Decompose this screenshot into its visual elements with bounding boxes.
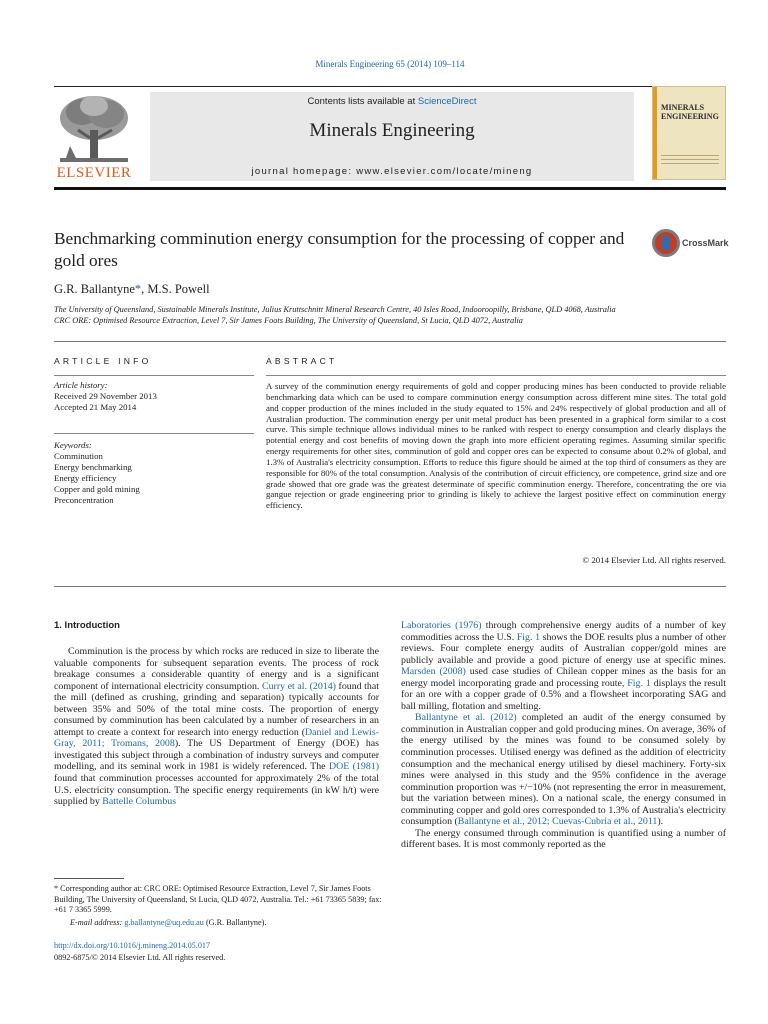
elsevier-wordmark: ELSEVIER bbox=[56, 165, 132, 181]
journal-citation[interactable]: Minerals Engineering 65 (2014) 109–114 bbox=[315, 59, 465, 69]
keywords bbox=[54, 440, 140, 506]
paragraph: Laboratories (1976) through comprehensive energy audits of a number of key commodities across the U.S. Fig. 1 shows the DOE results plus a number of other reviews. Four complete energy audits of Australian copper/gold mines are publicly available and provide a good picture of energy use at specific mines. Marsden (2008) used case studies of Chilean copper mines as the basis for an energy model incorporating grade and processing route, Fig. 1 displays the result for an ore with a copper grade of 0.5% and a flowsheet incorporating SAG and ball milling, flotation and smelting. bbox=[401, 620, 727, 712]
doi-link[interactable]: http://dx.doi.org/10.1016/j.mineng.2014.05.017 bbox=[54, 941, 211, 950]
author-separator: , bbox=[141, 282, 148, 296]
abstract-heading: ABSTRACT bbox=[266, 356, 338, 366]
paragraph: The energy consumed through comminution is quantified using a number of different bases. It is most commonly reported as the bbox=[401, 827, 726, 851]
author-name: G.R. Ballantyne bbox=[54, 282, 135, 296]
contents-prefix: Contents lists available at bbox=[307, 96, 418, 107]
journal-banner bbox=[150, 92, 634, 181]
citation-link[interactable]: Curry et al. (2014) bbox=[262, 680, 336, 692]
abstract-rule bbox=[266, 375, 726, 376]
cover-strip bbox=[653, 87, 657, 179]
email-line bbox=[70, 918, 266, 927]
cover-title-line-2: ENGINEERING bbox=[661, 112, 719, 121]
section-heading: 1. Introduction bbox=[54, 620, 120, 631]
figure-link[interactable]: Fig. 1 bbox=[516, 631, 541, 643]
journal-name: Minerals Engineering bbox=[309, 120, 475, 141]
received-date: Received 29 November 2013 bbox=[54, 391, 157, 401]
email-suffix: (G.R. Ballantyne). bbox=[203, 918, 267, 927]
citation-link[interactable]: Ballantyne et al. (2012) bbox=[415, 712, 517, 724]
journal-cover-thumbnail bbox=[652, 86, 726, 180]
cover-text-lines bbox=[661, 155, 719, 167]
keywords-label: Keywords: bbox=[54, 440, 92, 450]
history-label: Article history: bbox=[54, 380, 108, 390]
citation-link[interactable]: Laboratories (1976) bbox=[401, 620, 482, 631]
paragraph: Ballantyne et al. (2012) completed an audit of the energy consumed by comminution in Australian copper and gold producing mines. On average, 36% of the energy utilised by the mines was found to be consumed solely by comminution processes. Utilised energy was defined as the addition of electricity consumption and the mechanical energy utilised by diesel machinery. Forty-six mines were analysed in this study and the 95% confidence in the average comminution proportion was +/−10% (not representing the error in measurement, but the variation between mines). On a national scale, the energy consumed in comminuting copper and gold ores corresponded to 1.3% of Australia's electricity consumption (Ballantyne et al., 2012; Cuevas-Cubria et al., 2011). bbox=[401, 712, 726, 828]
body-column-right bbox=[401, 620, 726, 851]
article-info-heading: ARTICLE INFO bbox=[54, 356, 152, 366]
elsevier-logo bbox=[54, 92, 134, 182]
citation-link[interactable]: Ballantyne et al., 2012; Cuevas-Cubria et al., 2011 bbox=[457, 816, 658, 828]
email-label: E-mail address: bbox=[70, 918, 125, 927]
crossmark-label: CrossMark bbox=[682, 238, 729, 248]
keyword: Preconcentration bbox=[54, 495, 114, 505]
section-rule bbox=[54, 586, 726, 587]
abstract-copyright: © 2014 Elsevier Ltd. All rights reserved. bbox=[582, 555, 726, 565]
affiliation: CRC ORE: Optimised Resource Extraction, Level 7, Sir James Foots Building, The University of Queensland, St Lucia, QLD 4072, Australia bbox=[54, 316, 523, 325]
abstract-text: A survey of the comminution energy requirements of gold and copper producing mines has been conducted to provide reliable benchmarking data which can be used to compare comminution energy consumption across different mine sites. The total gold and copper production of the mines included in the study equated to 15% and 24% respectively of global production and all of Australian production. The comminution energy per unit metal product has been presented in a graphical form similar to a cost curve. This simple technique allows individual mines to be ranked with respect to energy consumption and clearly displays the potential energy and cost benefits of moving down the graph into more efficient operating regimes. Assuming similar specific energy requirements for other sites, comminution of gold and copper ores can be expected to consume about 0.2% of global, and 1.3% of Australia's electricity consumption. Efforts to reduce this figure should be aimed at the top third of consumers as they are responsible for 80% of the total consumption. Analysis of the contribution of circuit efficiency, ore competence, grind size and ore grade showed that ore grade was the greatest determinate of specific comminution energy. Therefore, concentrating the ore via gangue rejection or grade engineering prior to grinding is likely to achieve the largest positive effect on comminution energy efficiency. bbox=[266, 381, 726, 511]
keyword: Comminution bbox=[54, 451, 103, 461]
author-list bbox=[54, 282, 210, 297]
article-title: Benchmarking comminution energy consumption for the processing of copper and gold ores bbox=[54, 229, 625, 270]
author-name: M.S. Powell bbox=[147, 282, 210, 296]
citation-link[interactable]: DOE (1981) bbox=[328, 761, 379, 773]
header-bottom-rule bbox=[54, 187, 726, 190]
keyword: Energy efficiency bbox=[54, 473, 117, 483]
keywords-rule bbox=[54, 433, 254, 434]
sciencedirect-link[interactable]: ScienceDirect bbox=[417, 96, 477, 107]
article-history bbox=[54, 380, 157, 413]
citation-link[interactable]: Daniel and Lewis-Gray, 2011; Tromans, 2008 bbox=[54, 726, 379, 750]
footnote-rule bbox=[54, 878, 124, 879]
cover-title bbox=[661, 103, 719, 121]
elsevier-tree-icon bbox=[54, 92, 134, 166]
corresponding-author-mark[interactable]: * bbox=[134, 282, 142, 296]
journal-homepage[interactable]: journal homepage: www.elsevier.com/locate/mineng bbox=[251, 166, 533, 177]
affiliation: The University of Queensland, Sustainable Minerals Institute, Julius Kruttschnitt Mineral Research Centre, 40 Isles Road, Indooroopilly, Brisbane, QLD 4068, Australia bbox=[54, 305, 616, 314]
corresponding-author-footnote: * Corresponding author at: CRC ORE: Optimised Resource Extraction, Level 7, Sir James Foots Building, The University of Queensland, St Lucia, QLD 4072, Australia. Tel.: +61 73365 5839; fax: +61 7 3365 5999. bbox=[54, 884, 382, 914]
keyword: Energy benchmarking bbox=[54, 462, 132, 472]
email-link[interactable]: g.ballantyne@uq.edu.au bbox=[124, 918, 204, 927]
figure-link[interactable]: Fig. 1 bbox=[627, 677, 651, 689]
accepted-date: Accepted 21 May 2014 bbox=[54, 402, 137, 412]
cover-title-line-1: MINERALS bbox=[661, 103, 705, 112]
info-rule bbox=[54, 375, 254, 376]
contents-line bbox=[150, 96, 634, 107]
keyword: Copper and gold mining bbox=[54, 484, 140, 494]
section-rule bbox=[54, 341, 726, 342]
body-column-left bbox=[54, 646, 379, 808]
citation-link[interactable]: Battelle Columbus bbox=[102, 796, 177, 808]
paragraph: Comminution is the process by which rocks are reduced in size to liberate the valuable components for subsequent separation events. The process of rock breakage consumes a considerable quantity of energy and is a significant component of international electricity consumption. Curry et al. (2014) found that the mill (defined as crushing, grinding and separation) typically accounts for between 35% and 50% of the total mine costs. The proportion of energy consumed by comminution has been calculated by a number of researchers in an attempt to create a context for research into energy reduction (Daniel and Lewis-Gray, 2011; Tromans, 2008). The US Department of Energy (DOE) has investigated this subject through a combination of industry surveys and computer modelling, and its seminal work in 1981 is widely referenced. The DOE (1981) found that comminution processes accounted for approximately 2% of the total U.S. electricity consumption. The specific energy requirements (in kW h/t) were supplied by Battelle Columbus bbox=[54, 646, 379, 808]
crossmark-badge[interactable] bbox=[652, 229, 730, 261]
issn-copyright: 0892-6875/© 2014 Elsevier Ltd. All rights reserved. bbox=[54, 953, 226, 962]
citation-link[interactable]: Marsden (2008) bbox=[401, 666, 466, 678]
header-top-rule bbox=[54, 86, 726, 87]
crossmark-icon bbox=[652, 229, 680, 257]
